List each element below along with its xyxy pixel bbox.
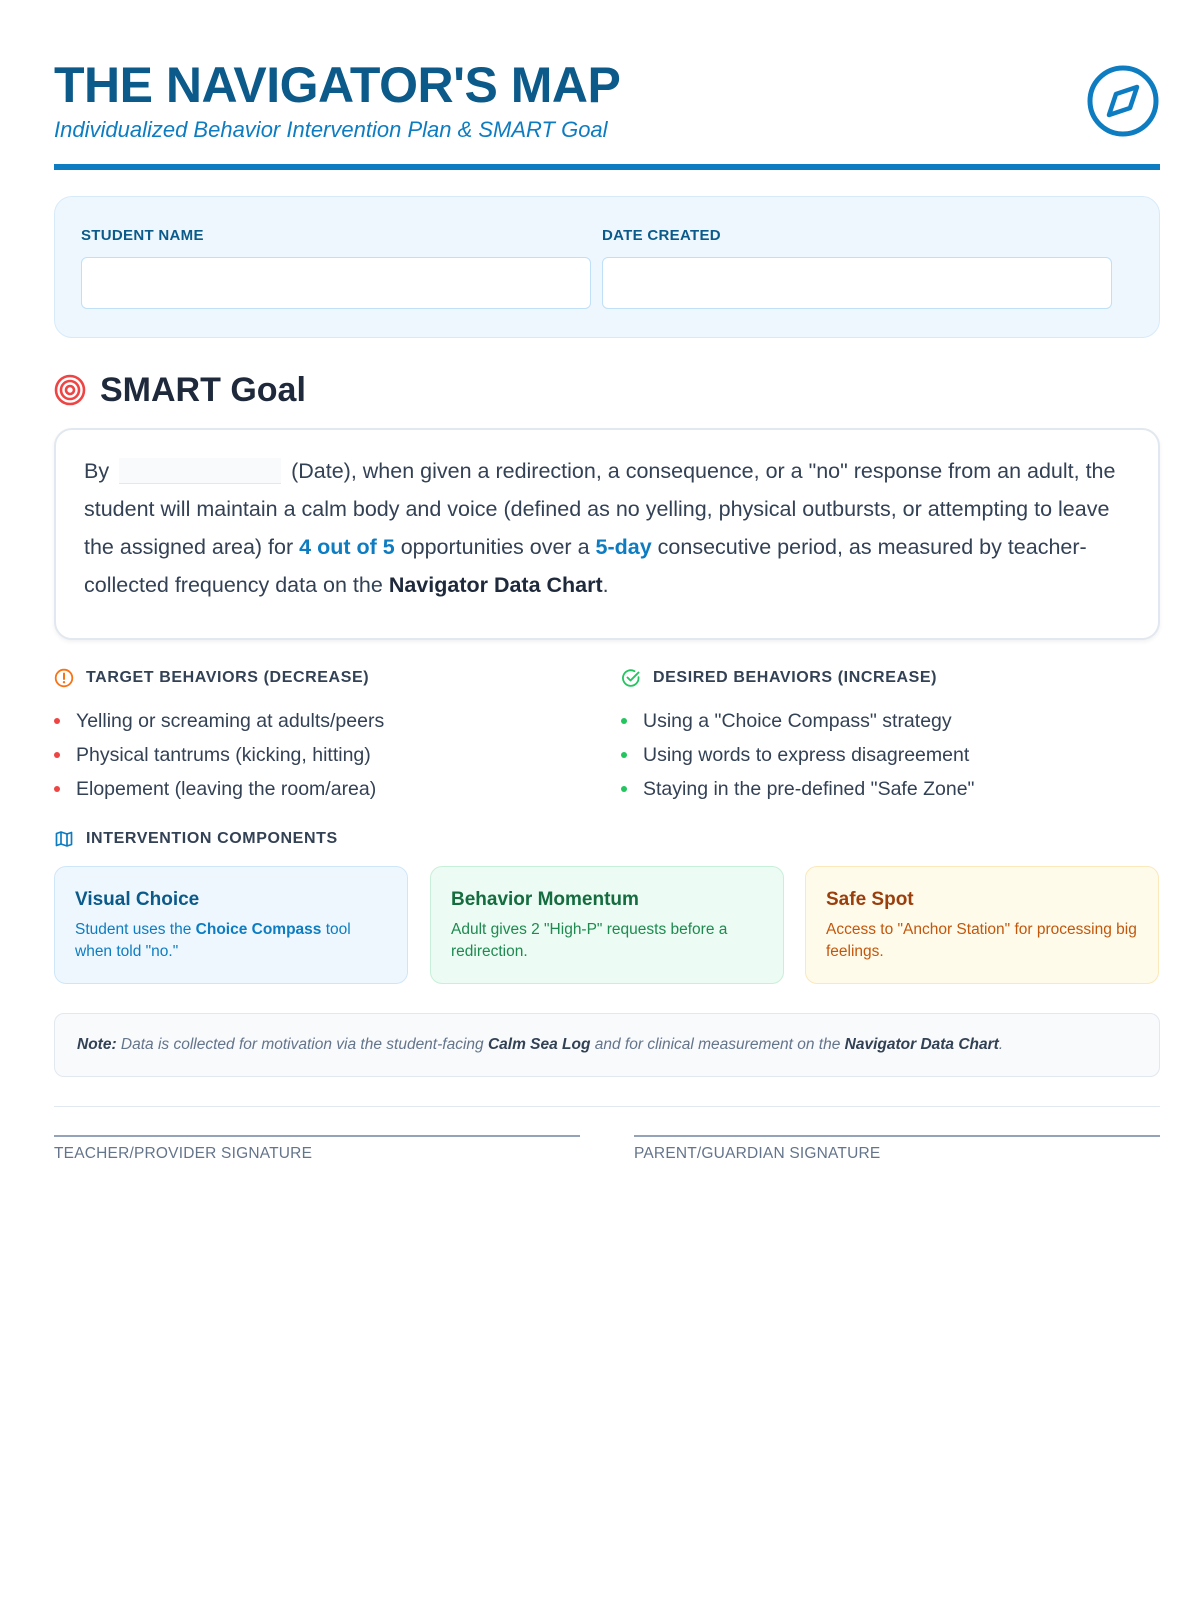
list-item-text: Physical tantrums (kicking, hitting) — [76, 744, 371, 766]
smart-goal-box — [54, 428, 1160, 640]
card-desc-part: tool when told "no." — [75, 921, 351, 960]
card-description — [75, 919, 387, 963]
bullet-dot — [54, 718, 60, 724]
card-title: Visual Choice — [75, 889, 200, 910]
smart-goal-text — [84, 452, 1130, 604]
alert-circle-icon — [54, 668, 74, 688]
target-icon — [54, 374, 86, 406]
list-item-text: Elopement (leaving the room/area) — [76, 778, 377, 800]
card-desc-part: Student uses the — [75, 921, 192, 938]
note-text: and for clinical measurement on the — [594, 1036, 841, 1053]
bullet-dot — [621, 752, 627, 758]
note-text-end: . — [998, 1036, 1004, 1053]
list-item-text: Using words to express disagreement — [643, 744, 970, 766]
list-item — [621, 772, 974, 806]
bullet-dot — [621, 718, 627, 724]
goal-data-chart: Navigator Data Chart — [388, 573, 603, 597]
goal-duration: 5-day — [595, 535, 652, 559]
card-description: Adult gives 2 "High-P" requests before a redirection. — [451, 921, 728, 960]
note-label: Note: — [77, 1036, 117, 1053]
target-behaviors-heading — [54, 668, 369, 688]
student-name-label: STUDENT NAME — [81, 227, 204, 244]
parent-signature-label: PARENT/GUARDIAN SIGNATURE — [634, 1145, 881, 1162]
list-item — [621, 704, 974, 738]
divider — [54, 1106, 1160, 1107]
list-item — [54, 772, 384, 806]
intervention-card-safe-spot — [805, 866, 1159, 984]
card-desc-bold: Choice Compass — [195, 921, 322, 938]
target-behaviors-list — [54, 704, 384, 806]
goal-text-part: (Date), when given a redirection, a consequence, or a "no" response from an adult, the student will maintain a calm body and voice (defined as no yelling, physical outbursts, or attempting to leave the assigned area) for — [84, 459, 1116, 559]
teacher-signature-label: TEACHER/PROVIDER SIGNATURE — [54, 1145, 313, 1162]
goal-criterion: 4 out of 5 — [299, 535, 395, 559]
note-bold: Navigator Data Chart — [844, 1036, 999, 1053]
goal-text-part: opportunities over a — [400, 535, 590, 559]
check-circle-icon — [621, 668, 641, 688]
intervention-card-behavior-momentum — [430, 866, 784, 984]
note-box — [54, 1013, 1160, 1077]
compass-icon — [1086, 64, 1160, 138]
goal-text-end: . — [602, 573, 609, 597]
student-name-field[interactable] — [81, 257, 591, 309]
bullet-dot — [621, 786, 627, 792]
smart-goal-title: SMART Goal — [100, 370, 306, 409]
bullet-dot — [54, 786, 60, 792]
bullet-dot — [54, 752, 60, 758]
note-text: Data is collected for motivation via the student-facing — [120, 1036, 484, 1053]
document-page — [54, 0, 1160, 1162]
list-item — [54, 738, 384, 772]
card-title: Safe Spot — [826, 889, 914, 910]
intervention-heading — [54, 829, 338, 849]
list-item — [54, 704, 384, 738]
list-item-text: Staying in the pre-defined "Safe Zone" — [643, 778, 975, 800]
desired-behaviors-list — [621, 704, 974, 806]
list-item — [621, 738, 974, 772]
page-title: THE NAVIGATOR'S MAP — [54, 57, 621, 113]
goal-date-field[interactable] — [119, 458, 281, 484]
date-created-label: DATE CREATED — [602, 227, 721, 244]
page-subtitle: Individualized Behavior Intervention Plan & SMART Goal — [54, 117, 608, 142]
list-item-text: Using a "Choice Compass" strategy — [643, 710, 952, 732]
target-behaviors-title: TARGET BEHAVIORS (DECREASE) — [86, 669, 370, 686]
desired-behaviors-heading — [621, 668, 937, 688]
card-description: Access to "Anchor Station" for processing big feelings. — [826, 921, 1137, 960]
student-info-panel — [54, 196, 1160, 338]
teacher-signature-line[interactable] — [54, 1135, 580, 1137]
desired-behaviors-title: DESIRED BEHAVIORS (INCREASE) — [653, 669, 938, 686]
intervention-card-visual-choice — [54, 866, 408, 984]
header — [54, 0, 1160, 170]
date-created-field[interactable] — [602, 257, 1112, 309]
note-bold: Calm Sea Log — [487, 1036, 591, 1053]
card-title: Behavior Momentum — [451, 889, 639, 910]
smart-goal-heading — [54, 370, 306, 410]
goal-by: By — [84, 459, 110, 483]
list-item-text: Yelling or screaming at adults/peers — [76, 710, 385, 732]
parent-signature-line[interactable] — [634, 1135, 1160, 1137]
map-icon — [54, 829, 74, 849]
goal-text-part: consecutive period, as measured by teacher-collected frequency data on the — [84, 535, 1087, 597]
intervention-title: INTERVENTION COMPONENTS — [86, 830, 338, 847]
